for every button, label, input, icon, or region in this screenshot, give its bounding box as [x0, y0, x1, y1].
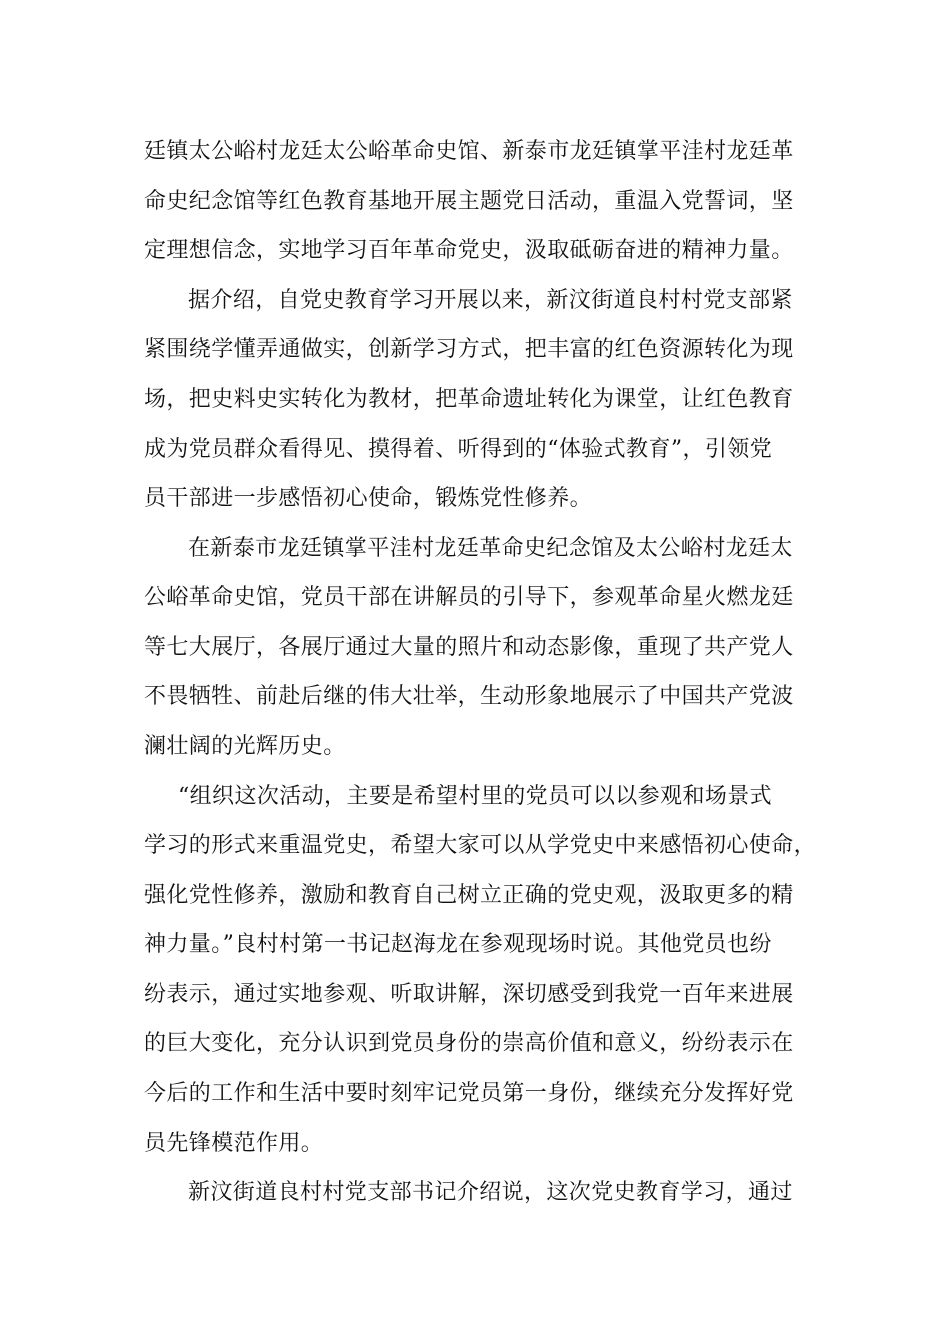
paragraph-start-line: 在新泰市龙廷镇掌平洼村龙廷革命史纪念馆及太公峪村龙廷太	[188, 536, 793, 561]
text-line: 成为党员群众看得见、摸得着、听得到的“体验式教育”，引领党	[144, 437, 773, 462]
paragraph-start-line: 据介绍，自党史教育学习开展以来，新汶街道良村村党支部紧	[188, 288, 793, 313]
text-line: 澜壮阔的光辉历史。	[144, 734, 346, 759]
text-line: 公峪革命史馆，党员干部在讲解员的引导下，参观革命星火燃龙廷	[144, 585, 794, 610]
text-line: 员先锋模范作用。	[144, 1131, 324, 1156]
text-line: 的巨大变化，充分认识到党员身份的崇高价值和意义，纷纷表示在	[144, 1031, 794, 1056]
text-line: 神力量。”良村村第一书记赵海龙在参观现场时说。其他党员也纷	[144, 932, 772, 957]
text-line: 不畏牺牲、前赴后继的伟大壮举，生动形象地展示了中国共产党波	[144, 684, 794, 709]
text-line: 场，把史料史实转化为教材，把革命遗址转化为课堂，让红色教育	[144, 387, 794, 412]
text-line: 定理想信念，实地学习百年革命党史，汲取砥砺奋进的精神力量。	[144, 238, 794, 263]
text-line: 紧围绕学懂弄通做实，创新学习方式，把丰富的红色资源转化为现	[144, 337, 794, 362]
paragraph-start-line: 新汶街道良村村党支部书记介绍说，这次党史教育学习，通过	[188, 1180, 793, 1205]
text-line: 今后的工作和生活中要时刻牢记党员第一身份，继续充分发挥好党	[144, 1081, 794, 1106]
text-line: 等七大展厅，各展厅通过大量的照片和动态影像，重现了共产党人	[144, 635, 794, 660]
text-line: 员干部进一步感悟初心使命，锻炼党性修养。	[144, 486, 593, 511]
text-line: 命史纪念馆等红色教育基地开展主题党日活动，重温入党誓词，坚	[144, 189, 794, 214]
text-line: 学习的形式来重温党史，希望大家可以从学党史中来感悟初心使命，	[144, 833, 817, 858]
text-line: 纷表示，通过实地参观、听取讲解，深切感受到我党一百年来进展	[144, 982, 794, 1007]
text-line: 强化党性修养，激励和教育自己树立正确的党史观，汲取更多的精	[144, 883, 794, 908]
text-line: 廷镇太公峪村龙廷太公峪革命史馆、新泰市龙廷镇掌平洼村龙廷革	[144, 139, 794, 164]
paragraph-start-line: “组织这次活动，主要是希望村里的党员可以以参观和场景式	[178, 784, 773, 809]
